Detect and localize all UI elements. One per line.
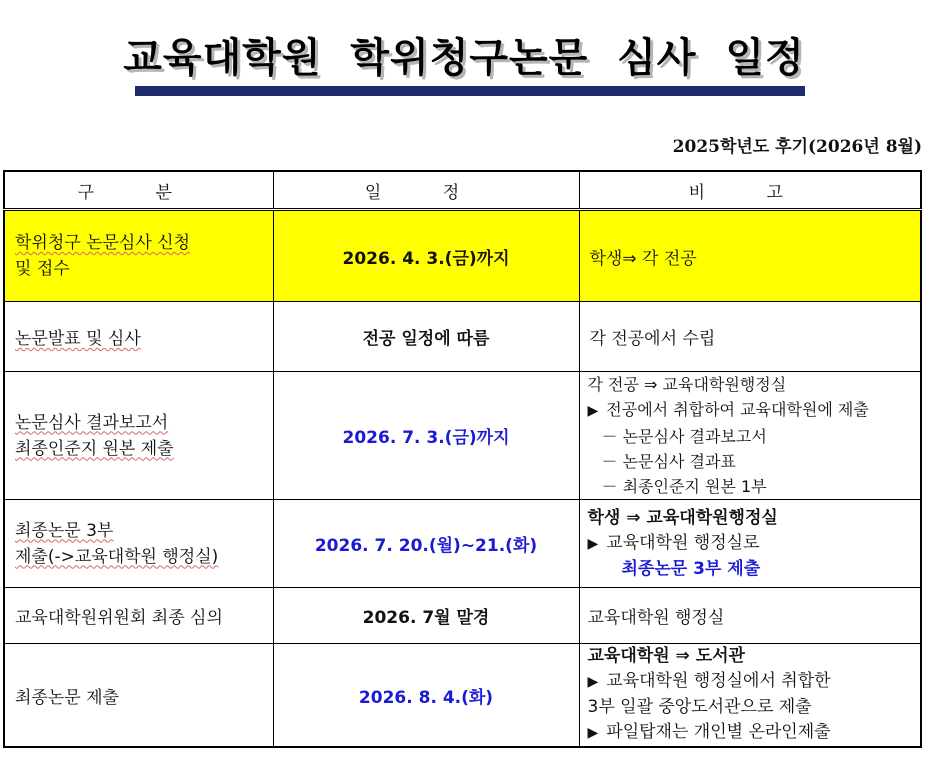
row-schedule: 2026. 8. 4.(화) [273,644,579,748]
black-right-triangle-icon: ▶ [587,725,599,741]
table-row [4,302,921,372]
row-schedule: 2026. 7월 말경 [273,588,579,644]
black-right-triangle-icon: ▶ [587,403,599,419]
schedule-table [3,170,922,748]
black-right-triangle-icon: ▶ [587,535,599,552]
row-schedule: 2026. 7. 20.(월)~21.(화) [273,500,579,588]
row-notes: 교육대학원 행정실 [579,588,921,644]
table-row [4,588,921,644]
row-notes: 각 전공에서 수립 [579,302,921,372]
row-schedule: 2026. 7. 3.(금)까지 [273,372,579,500]
header-schedule: 일 정 [273,171,579,210]
header-notes: 비 고 [579,171,921,210]
row-category: 최종논문 제출 [4,644,273,748]
term-label: 2025학년도 후기(2026년 8월) [672,137,922,157]
row-category: 논문발표 및 심사 [4,302,273,372]
row-notes: 교육대학원 ⇒ 도서관 ▶ 교육대학원 행정실에서 취합한 3부 일괄 중앙도서관으로 제출 ▶ 파일탑재는 개인별 온라인제출 [579,644,921,748]
row-category: 교육대학원위원회 최종 심의 [4,588,273,644]
row-category: 학위청구 논문심사 신청 및 접수 [4,210,273,302]
table-row [4,644,921,748]
row-notes: 각 전공 ⇒ 교육대학원행정실 ▶ 전공에서 취합하여 교육대학원에 제출 － 논문심사 결과보고서 － 논문심사 결과표 － 최종인준지 원본 1부 [579,372,921,500]
row-notes: 학생 ⇒ 교육대학원행정실 ▶ 교육대학원 행정실로 최종논문 3부 제출 [579,500,921,588]
page-title: 교육대학원 학위청구논문 심사 일정 [123,35,805,81]
row-schedule: 2026. 4. 3.(금)까지 [273,210,579,302]
row-category: 논문심사 결과보고서 최종인준지 원본 제출 [4,372,273,500]
row-category: 최종논문 3부 제출(->교육대학원 행정실) [4,500,273,588]
row-notes: 학생⇒ 각 전공 [579,210,921,302]
table-row [4,500,921,588]
row-schedule: 전공 일정에 따름 [273,302,579,372]
table-header-row [4,171,921,210]
header-category: 구 분 [4,171,273,210]
table-row [4,210,921,302]
table-row [4,372,921,500]
title-underline-bar [135,86,805,96]
black-right-triangle-icon: ▶ [587,674,599,690]
